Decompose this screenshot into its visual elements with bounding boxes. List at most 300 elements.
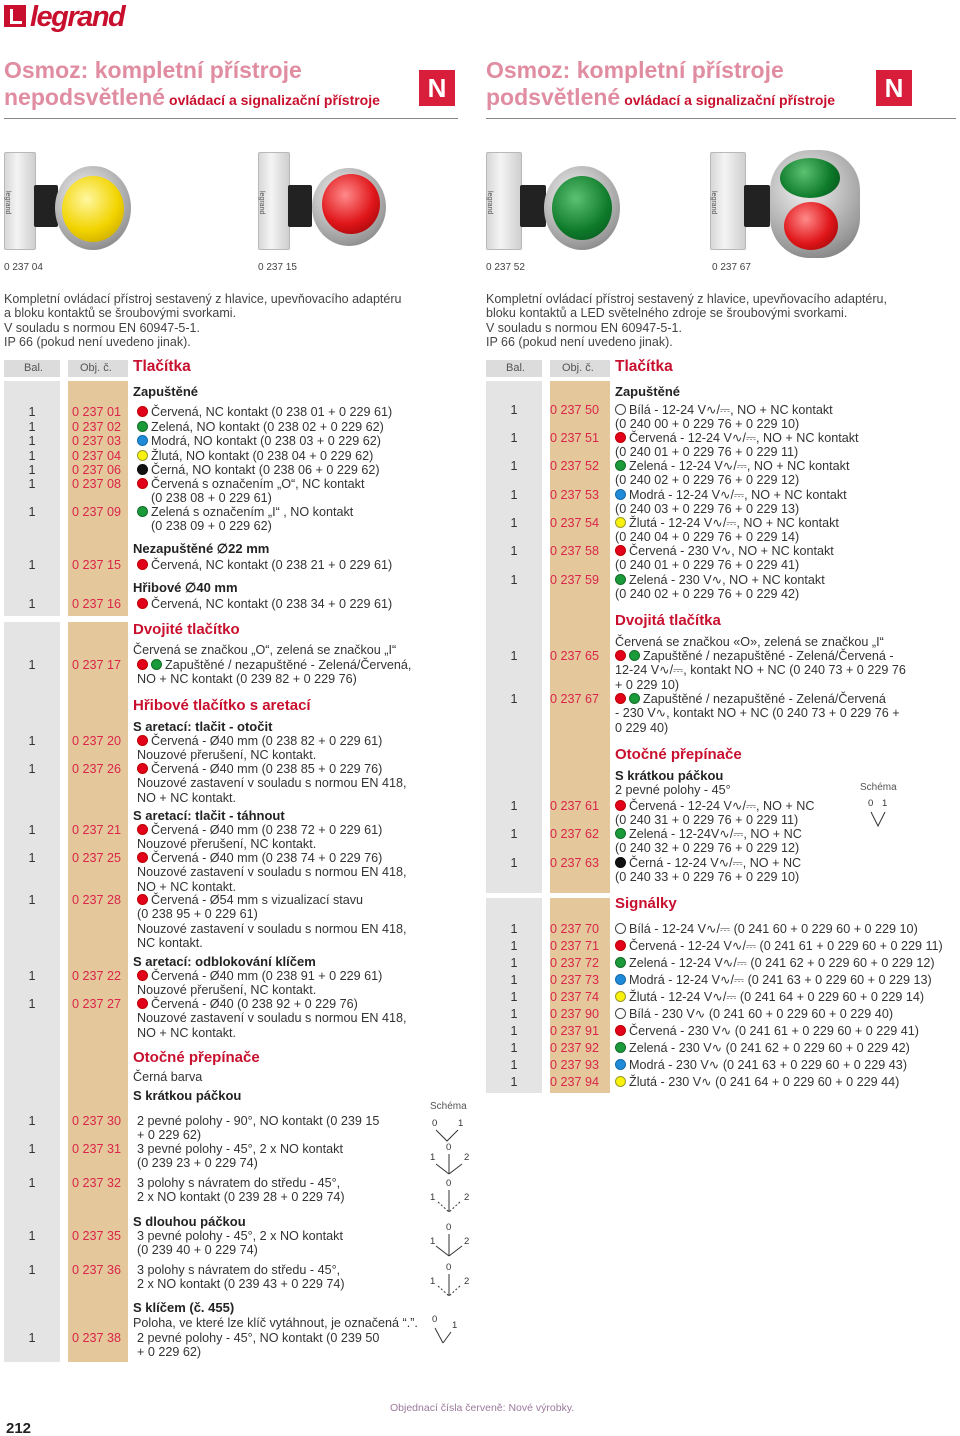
description-text: 3 pevné polohy - 45°, 2 x NO kontakt	[137, 1229, 343, 1243]
description-text: Bílá - 230 V∿ (0 241 60 + 0 229 60 + 0 229 40)	[629, 1007, 894, 1021]
bal-cell: 1	[28, 1263, 36, 1277]
description-text: 3 polohy s návratem do středu - 45°,	[137, 1263, 341, 1277]
description	[137, 762, 407, 805]
description-text: Černá, NO kontakt (0 238 06 + 0 229 62)	[151, 463, 380, 477]
description-text: Červená - Ø40 (0 238 92 + 0 229 76)	[151, 997, 358, 1011]
description-text: NO + NC kontakt.	[137, 790, 237, 805]
bal-cell: 1	[510, 1024, 518, 1038]
bal-cell: 1	[510, 573, 518, 587]
product-image-mount	[744, 185, 770, 227]
intro-line: IP 66 (pokud není uvedeno jinak).	[486, 334, 673, 349]
bal-cell: 1	[510, 799, 518, 813]
legrand-logo-icon	[4, 5, 26, 27]
table-title-left: Tlačítka	[133, 358, 191, 375]
description	[137, 997, 407, 1040]
description-text: Červená - 230 V∿, NO + NC kontakt	[629, 544, 834, 558]
red-dot-icon	[137, 852, 148, 863]
green-dot-icon	[137, 506, 148, 517]
red-dot-icon	[615, 693, 626, 704]
description-text: (0 240 02 + 0 229 76 + 0 229 12)	[615, 473, 800, 488]
description-text: (0 239 23 + 0 229 74)	[137, 1156, 258, 1171]
bal-cell: 1	[28, 463, 36, 477]
red-dot-icon	[137, 763, 148, 774]
description	[137, 893, 407, 950]
description	[137, 405, 392, 419]
order-number: 0 237 73	[550, 973, 600, 987]
order-number: 0 237 65	[550, 649, 600, 663]
schema-position-label: 1	[458, 1118, 464, 1129]
description-text: Modrá - 12-24 V∿/⎓, NO + NC kontakt	[629, 488, 847, 502]
order-number: 0 237 67	[550, 692, 600, 706]
bal-cell: 1	[510, 649, 518, 663]
order-number: 0 237 91	[550, 1024, 600, 1038]
description-text: Žlutá, NO kontakt (0 238 04 + 0 229 62)	[151, 449, 374, 463]
schema-position-label: 2	[464, 1152, 470, 1163]
order-number: 0 237 31	[72, 1142, 122, 1156]
order-number: 0 237 93	[550, 1058, 600, 1072]
description	[615, 956, 935, 970]
order-number: 0 237 22	[72, 969, 122, 983]
section-otocne-right: Otočné přepínače	[615, 746, 742, 763]
order-number: 0 237 03	[72, 434, 122, 448]
description-text: Zelená s označením „I“ , NO kontakt	[151, 505, 354, 519]
description-text: (0 240 03 + 0 229 76 + 0 229 13)	[615, 502, 800, 517]
left-header-line1: Osmoz: kompletní přístroje	[4, 57, 302, 83]
description	[137, 851, 407, 894]
order-number: 0 237 62	[550, 827, 600, 841]
schema-position-label: 1	[430, 1192, 436, 1203]
schema-lever-icon	[428, 1142, 472, 1176]
description-text: 2 x NO kontakt (0 239 28 + 0 229 74)	[137, 1190, 345, 1205]
order-number: 0 237 21	[72, 823, 122, 837]
bal-cell: 1	[28, 1229, 36, 1243]
bal-cell: 1	[28, 851, 36, 865]
bal-cell: 1	[510, 922, 518, 936]
description-text: NO + NC kontakt.	[137, 1025, 237, 1040]
bal-cell: 1	[28, 997, 36, 1011]
description	[137, 1142, 343, 1171]
bal-cell: 1	[510, 516, 518, 530]
description	[615, 799, 814, 828]
description-text: Zelená - 230 V∿ (0 241 62 + 0 229 60 + 0 229 42)	[629, 1041, 910, 1055]
bal-cell: 1	[510, 1041, 518, 1055]
bal-cell: 1	[28, 762, 36, 776]
description-text: Červená - 12-24 V∿/⎓, NO + NC	[629, 799, 815, 813]
switch-schema-diagram	[428, 1142, 472, 1176]
image-caption: 0 237 67	[712, 262, 751, 273]
green-dot-icon	[615, 574, 626, 585]
order-number: 0 237 28	[72, 893, 122, 907]
description-text: Nouzové přerušení, NC kontakt.	[137, 748, 317, 763]
description	[137, 1331, 379, 1360]
schema-position-label: 0	[446, 1142, 452, 1153]
order-number: 0 237 53	[550, 488, 600, 502]
description	[615, 939, 943, 953]
description-text: Červená - Ø40 mm (0 238 85 + 0 229 76)	[151, 762, 383, 776]
white-dot-icon	[615, 404, 626, 415]
schema-position-label: 0	[432, 1118, 438, 1129]
description-text: (0 240 31 + 0 229 76 + 0 229 11)	[615, 813, 799, 828]
order-number: 0 237 72	[550, 956, 600, 970]
order-number: 0 237 35	[72, 1229, 122, 1243]
description	[137, 823, 382, 852]
description-text: 2 pevné polohy - 90°, NO kontakt (0 239 15	[137, 1114, 380, 1128]
description-text: (0 240 02 + 0 229 76 + 0 229 42)	[615, 587, 800, 602]
product-images	[0, 150, 960, 260]
description	[615, 1041, 910, 1055]
bal-cell: 1	[510, 1075, 518, 1089]
description-text: NO + NC kontakt.	[137, 879, 237, 894]
brand-logo-text: legrand	[30, 1, 125, 33]
yellow-button-image	[62, 176, 124, 242]
bal-column-bg	[4, 622, 60, 1362]
description	[615, 990, 924, 1004]
description	[137, 463, 380, 477]
bal-cell: 1	[28, 734, 36, 748]
section-otocit: S aretací: tlačit - otočit	[133, 719, 273, 734]
schema-position-label: 1	[452, 1320, 458, 1331]
section-nezapustene: Nezapuštěné ∅22 mm	[133, 541, 270, 556]
order-number: 0 237 36	[72, 1263, 122, 1277]
description-text: Červená s označením „O“, NC kontakt	[151, 477, 365, 491]
description-text: (0 240 32 + 0 229 76 + 0 229 12)	[615, 841, 800, 856]
bal-cell: 1	[28, 405, 36, 419]
order-number: 0 237 32	[72, 1176, 122, 1190]
bal-cell: 1	[510, 431, 518, 445]
description-text: (0 238 95 + 0 229 61)	[137, 907, 258, 922]
switch-schema-diagram	[428, 1222, 472, 1258]
description-text: Žlutá - 230 V∿ (0 241 64 + 0 229 60 + 0 229 44)	[629, 1075, 900, 1089]
obj-column-bg	[68, 622, 128, 1362]
red-dot-icon	[615, 432, 626, 443]
bal-cell: 1	[28, 558, 36, 572]
order-number: 0 237 92	[550, 1041, 600, 1055]
description	[137, 1263, 345, 1292]
section-kratkou-left: S krátkou páčkou	[133, 1088, 242, 1103]
yellow-dot-icon	[615, 991, 626, 1002]
description-text: Červená - 12-24 V∿/⎓ (0 241 61 + 0 229 60 + 0 229 11)	[629, 939, 943, 953]
schema-position-label: 2	[464, 1192, 470, 1203]
green-dot-icon	[151, 659, 162, 670]
klic-note: Poloha, ve které lze klíč vytáhnout, je označená “.”.	[133, 1316, 418, 1330]
switch-schema-diagram	[430, 1314, 470, 1344]
yellow-dot-icon	[615, 517, 626, 528]
bal-cell: 1	[28, 434, 36, 448]
green-dot-icon	[615, 460, 626, 471]
red-dot-icon	[137, 894, 148, 905]
description-text: Bílá - 12-24 V∿/⎓, NO + NC kontakt	[629, 403, 833, 417]
red-dot-icon	[137, 406, 148, 417]
order-number: 0 237 54	[550, 516, 600, 530]
description-text: (0 240 01 + 0 229 76 + 0 229 41)	[615, 558, 800, 573]
description	[615, 516, 839, 545]
description	[137, 434, 381, 448]
order-number: 0 237 74	[550, 990, 600, 1004]
blue-dot-icon	[615, 1059, 626, 1070]
bal-cell: 1	[510, 956, 518, 970]
schema-position-label: 1	[882, 798, 888, 809]
description-text: 2 x NO kontakt (0 239 43 + 0 229 74)	[137, 1277, 345, 1292]
order-number: 0 237 61	[550, 799, 600, 813]
left-header-line2: nepodsvětlené	[4, 84, 166, 110]
bal-cell: 1	[28, 658, 36, 672]
order-number: 0 237 15	[72, 558, 122, 572]
description	[615, 692, 900, 735]
description-text: Červená - 12-24 V∿/⎓, NO + NC kontakt	[629, 431, 859, 445]
order-number: 0 237 08	[72, 477, 122, 491]
order-number: 0 237 06	[72, 463, 122, 477]
red-button-image	[322, 174, 380, 234]
order-number: 0 237 90	[550, 1007, 600, 1021]
bal-cell: 1	[28, 1114, 36, 1128]
green-dot-icon	[137, 421, 148, 432]
order-number: 0 237 26	[72, 762, 122, 776]
right-header-line1: Osmoz: kompletní přístroje	[486, 57, 784, 83]
description-text: (0 240 33 + 0 229 76 + 0 229 10)	[615, 870, 800, 885]
col-header-bal: Bal.	[486, 360, 542, 377]
schema-position-label: 2	[464, 1236, 470, 1247]
order-number: 0 237 04	[72, 449, 122, 463]
green-dot-icon	[615, 1042, 626, 1053]
description-text: Zapuštěné / nezapuštěné - Zelená/Červená -	[643, 649, 894, 663]
description-text: Červená - 230 V∿ (0 241 61 + 0 229 60 + 0 229 41)	[629, 1024, 919, 1038]
description-text: Zapuštěné / nezapuštěné - Zelená/Červená	[643, 692, 886, 706]
bal-cell: 1	[28, 505, 36, 519]
intro-line: IP 66 (pokud není uvedeno jinak).	[4, 334, 191, 349]
schema-position-label: 1	[430, 1276, 436, 1287]
schema-label: Schéma	[430, 1101, 467, 1112]
section-zapustene: Zapuštěné	[133, 384, 199, 399]
description	[137, 558, 392, 572]
footer-note: Objednací čísla červeně: Nové výrobky.	[390, 1402, 575, 1414]
description-text: NO + NC kontakt (0 239 82 + 0 229 76)	[137, 672, 357, 687]
red-dot-icon	[137, 998, 148, 1009]
schema-position-label: 0	[446, 1178, 452, 1189]
intro-line: Kompletní ovládací přístroj sestavený z hlavice, upevňovacího adaptéru,	[486, 292, 887, 306]
order-number: 0 237 20	[72, 734, 122, 748]
black-dot-icon	[615, 857, 626, 868]
schema-position-label: 0	[446, 1222, 452, 1233]
bal-cell: 1	[510, 403, 518, 417]
description-text: Žlutá - 12-24 V∿/⎓ (0 241 64 + 0 229 60 + 0 229 14)	[629, 990, 925, 1004]
description-text: Nouzové přerušení, NC kontakt.	[137, 983, 317, 998]
description-text: Černá - 12-24 V∿/⎓, NO + NC	[629, 856, 802, 870]
section-hribove: Hřibové ∅40 mm	[133, 580, 238, 595]
bal-cell: 1	[510, 692, 518, 706]
description-text: 0 229 40)	[615, 720, 669, 735]
image-caption: 0 237 04	[4, 262, 43, 273]
schema-lever-icon	[428, 1262, 472, 1298]
description-text: Zelená - 12-24 V∿/⎓, NO + NC kontakt	[629, 459, 850, 473]
description-text: 3 polohy s návratem do středu - 45°,	[137, 1176, 341, 1190]
description-text: (0 238 08 + 0 229 61)	[151, 491, 272, 506]
header-divider-left	[4, 118, 458, 119]
section-dlouhou: S dlouhou páčkou	[133, 1214, 246, 1229]
schema-position-label: 1	[430, 1236, 436, 1247]
section-tahnout: S aretací: tlačit - táhnout	[133, 808, 285, 823]
description-text: Červená - Ø40 mm (0 238 72 + 0 229 61)	[151, 823, 383, 837]
description-text: (0 240 04 + 0 229 76 + 0 229 14)	[615, 530, 800, 545]
red-dot-icon	[615, 545, 626, 556]
section-dvojita: Dvojitá tlačítka	[615, 612, 721, 629]
order-number: 0 237 52	[550, 459, 600, 473]
description-text: 2 pevné polohy - 45°, NO kontakt (0 239 50	[137, 1331, 380, 1345]
intro-line: bloku kontaktů a LED světelného zdroje se šroubovými svorkami.	[486, 306, 848, 321]
bal-cell: 1	[510, 973, 518, 987]
description	[137, 734, 382, 763]
intro-line: a bloku kontaktů se šroubovými svorkami.	[4, 306, 237, 321]
schema-position-label: 0	[446, 1262, 452, 1273]
order-number: 0 237 50	[550, 403, 600, 417]
description	[615, 827, 802, 856]
red-dot-icon	[137, 824, 148, 835]
order-number: 0 237 09	[72, 505, 122, 519]
description-text: Nouzové zastavení v souladu s normou EN 418,	[137, 1011, 407, 1026]
description-text: Modrá - 230 V∿ (0 241 63 + 0 229 60 + 0 229 43)	[629, 1058, 908, 1072]
right-header-sub: ovládací a signalizační přístroje	[624, 92, 836, 108]
intro-line: V souladu s normou EN 60947-5-1.	[486, 320, 682, 335]
bal-cell: 1	[28, 420, 36, 434]
red-dot-icon	[137, 970, 148, 981]
green-dot-icon	[615, 957, 626, 968]
schema-label: Schéma	[860, 782, 897, 793]
white-dot-icon	[615, 1008, 626, 1019]
description-text: + 0 229 62)	[137, 1345, 202, 1360]
switch-schema-diagram	[868, 798, 898, 828]
green-dot-icon	[615, 828, 626, 839]
dvojite-intro: Červená se značkou „O“, zelená se značkou „I“	[133, 643, 397, 657]
switch-schema-diagram	[428, 1178, 472, 1214]
bal-cell: 1	[510, 1007, 518, 1021]
red-button-image	[784, 202, 838, 250]
description	[615, 1024, 919, 1038]
green-dot-icon	[629, 650, 640, 661]
red-dot-icon	[615, 940, 626, 951]
bal-cell: 1	[28, 1331, 36, 1345]
red-dot-icon	[615, 1025, 626, 1036]
schema-lever-icon	[868, 798, 898, 828]
section-klicem: S klíčem (č. 455)	[133, 1300, 235, 1315]
bal-cell: 1	[510, 939, 518, 953]
schema-lever-icon	[428, 1222, 472, 1258]
description	[615, 922, 918, 936]
description	[137, 1176, 345, 1205]
order-number: 0 237 58	[550, 544, 600, 558]
description-text: Nouzové zastavení v souladu s normou EN 418,	[137, 776, 407, 791]
description	[615, 973, 932, 987]
schema-lever-icon	[430, 1314, 470, 1344]
description	[615, 573, 825, 602]
red-dot-icon	[615, 800, 626, 811]
bal-cell: 1	[28, 477, 36, 491]
description	[615, 1007, 893, 1021]
order-number: 0 237 63	[550, 856, 600, 870]
section-hrib-aretace: Hřibové tlačítko s aretací	[133, 697, 311, 714]
right-intro	[486, 292, 887, 349]
product-image-housing	[258, 152, 290, 250]
red-dot-icon	[137, 559, 148, 570]
white-dot-icon	[615, 923, 626, 934]
description-text: - 230 V∿, kontakt NO + NC (0 240 73 + 0 229 76 +	[615, 706, 900, 721]
order-number: 0 237 59	[550, 573, 600, 587]
bal-cell: 1	[28, 1142, 36, 1156]
description-text: Nouzové zastavení v souladu s normou EN 418,	[137, 921, 407, 936]
product-image-mount	[288, 185, 312, 227]
red-dot-icon	[137, 478, 148, 489]
schema-position-label: 0	[868, 798, 874, 809]
description	[615, 856, 801, 885]
description-text: Nouzové přerušení, NC kontakt.	[137, 837, 317, 852]
red-dot-icon	[137, 598, 148, 609]
product-image-mount	[520, 185, 546, 227]
bal-cell: 1	[510, 544, 518, 558]
description	[137, 477, 364, 506]
bal-cell: 1	[28, 449, 36, 463]
description	[137, 449, 373, 463]
left-intro	[4, 292, 401, 349]
order-number: 0 237 16	[72, 597, 122, 611]
description-text: Červená, NC kontakt (0 238 34 + 0 229 61)	[151, 597, 393, 611]
bal-column-bg	[486, 381, 542, 893]
col-header-obj: Obj. č.	[68, 360, 128, 377]
schema-lever-icon	[430, 1118, 470, 1142]
description	[137, 505, 353, 534]
product-image-housing	[4, 152, 36, 250]
bal-cell: 1	[510, 827, 518, 841]
description-text: (0 238 09 + 0 229 62)	[151, 519, 272, 534]
description-text: Červená, NC kontakt (0 238 21 + 0 229 61)	[151, 558, 393, 572]
description-text: Zelená - 12-24V∿/⎓, NO + NC	[629, 827, 802, 841]
order-number: 0 237 17	[72, 658, 122, 672]
description	[615, 649, 906, 692]
description	[615, 544, 834, 573]
order-number: 0 237 27	[72, 997, 122, 1011]
schema-position-label: 0	[432, 1314, 438, 1325]
description-text: Žlutá - 12-24 V∿/⎓, NO + NC kontakt	[629, 516, 839, 530]
bal-cell: 1	[28, 969, 36, 983]
description-text: + 0 229 10)	[615, 677, 680, 692]
blue-dot-icon	[137, 435, 148, 446]
order-number: 0 237 51	[550, 431, 600, 445]
description-text: Červená - Ø54 mm s vizualizací stavu	[151, 893, 364, 907]
description-text: Červená, NC kontakt (0 238 01 + 0 229 61)	[151, 405, 393, 419]
image-caption: 0 237 52	[486, 262, 525, 273]
schema-lever-icon	[428, 1178, 472, 1214]
red-dot-icon	[137, 735, 148, 746]
bal-cell: 1	[28, 823, 36, 837]
description	[137, 1229, 343, 1258]
polohy-text: 2 pevné polohy - 45°	[615, 783, 731, 797]
order-number: 0 237 01	[72, 405, 122, 419]
yellow-dot-icon	[137, 450, 148, 461]
order-number: 0 237 71	[550, 939, 600, 953]
blue-dot-icon	[615, 489, 626, 500]
bal-cell: 1	[28, 597, 36, 611]
description	[137, 420, 384, 434]
description-text: (0 239 40 + 0 229 74)	[137, 1243, 258, 1258]
description-text: NC kontakt.	[137, 935, 203, 950]
col-header-bal: Bal.	[4, 360, 60, 377]
bal-cell: 1	[510, 1058, 518, 1072]
order-number: 0 237 25	[72, 851, 122, 865]
description-text: (0 240 01 + 0 229 76 + 0 229 11)	[615, 445, 799, 460]
product-image-housing	[486, 152, 522, 250]
order-number: 0 237 30	[72, 1114, 122, 1128]
page-number: 212	[6, 1420, 32, 1436]
right-header	[486, 57, 835, 114]
description	[615, 488, 847, 517]
left-header-sub: ovládací a signalizační přístroje	[169, 92, 380, 108]
